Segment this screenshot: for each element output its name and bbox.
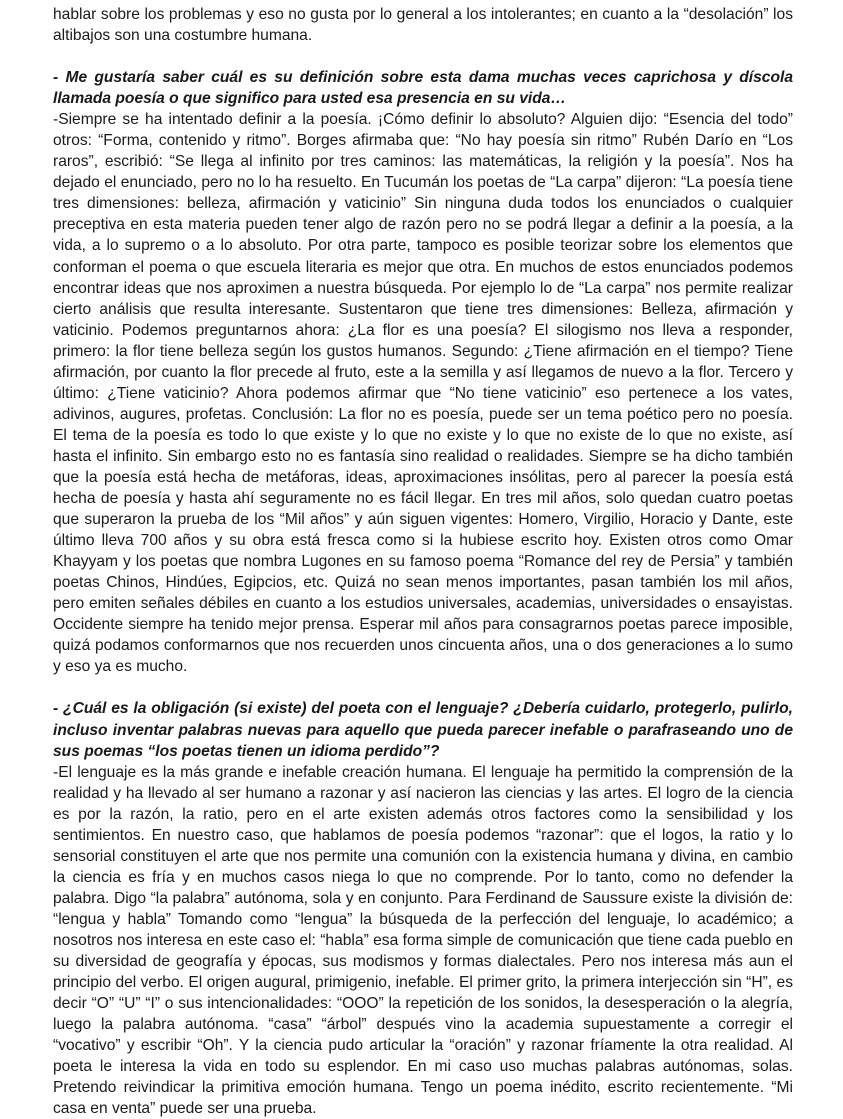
- intro-paragraph-tail: hablar sobre los problemas y eso no gusta por lo general a los intolerantes; en cuanto a la “desolación” los altibajos son una costumbre humana.: [53, 6, 793, 45]
- interview-answer-2: -El lenguaje es la más grande e inefable creación humana. El lenguaje ha permitido la comprensión de la realidad y ha llevado al ser humano a razonar y así nacieron las ciencias y las artes. El logro de la ciencia es por la razón, la ratio, pero en el arte existen además otros factores como la sensibilidad y los sentimientos. En nuestro caso, que hablamos de poesía podemos “razonar”: que el logos, la ratio y lo sensorial constituyen el arte que nos permite una comunión con la existencia humana y divina, en cambio la ciencia es fría y en muchos casos niega lo que no comprende. Por lo tanto, como no defender la palabra. Digo “la palabra” autónoma, sola y en conjunto. Para Ferdinand de Saussure existe la división de: “lengua y habla” Tomando como “lengua” la búsqueda de la perfección del lenguaje, lo académico; a nosotros nos interesa en este caso el: “habla” esa forma simple de comunicación que tiene cada pueblo en su diversidad de geografía y épocas, sus modismos y formas dialectales. Pero nos interesa más aun el principio del verbo. El origen augural, primigenio, inefable. El primer grito, la primera interjección sin “H”, es decir “O” “U” “I” o sus intencionalidades: “OOO” la repetición de los sonidos, la desesperación o la alegría, luego la palabra autónoma. “casa” “árbol” después vino la academia supuestamente a corregir el “vocativo” y escribir “Oh”. Y la ciencia pudo articular la “oración” y razonar fríamente la otra realidad. Al poeta le interesa la vida en todo su esplendor. En mi caso uso muchas palabras autónomas, solas. Pretendo reivindicar la primitiva emoción humana. Tengo un poema inédito, escrito recientemente. “Mi casa en venta” puede ser una prueba.: [53, 763, 793, 1118]
- interview-answer-1: -Siempre se ha intentado definir a la poesía. ¡Cómo definir lo absoluto? Alguien dijo: “Esencia del todo” otros: “Forma, contenido y ritmo”. Borges afirmaba que: “No hay poesía sin ritmo” Rubén Darío en “Los raros”, escribió: “Se llega al infinito por tres caminos: las matemáticas, la religión y la poesía”. Nos ha dejado el enunciado, pero no lo ha resuelto. En Tucumán los poetas de “La carpa” dijeron: “La poesía tiene tres dimensiones: belleza, afirmación y vaticinio” Sin ninguna duda todos los enunciados o cualquier preceptiva en esta materia pueden tener algo de razón pero no se podrá llegar a definir a la poesía, a la vida, a lo supremo o a lo absoluto. Por otra parte, tampoco es posible teorizar sobre los elementos que conforman el poema o que escuela literaria es mejor que otra. En muchos de estos enunciados podemos encontrar ideas que nos aproximen a nuestra búsqueda. Por ejemplo lo de “La carpa” nos permite realizar cierto análisis que resulta interesante. Sustentaron que tiene tres dimensiones: Belleza, afirmación y vaticinio. Podemos preguntarnos ahora: ¿La flor es una poesía? El silogismo nos lleva a responder, primero: la flor tiene belleza según los gustos humanos. Segundo: ¿Tiene afirmación en el tiempo? Tiene afirmación, por cuanto la flor precede al fruto, este a la semilla y así llegamos de nuevo a la flor. Tercero y último: ¿Tiene vaticinio? Ahora podemos afirmar que “No tiene vaticinio” eso pertenece a los vates, adivinos, augures, profetas. Conclusión: La flor no es poesía, puede ser un tema poético pero no poesía. El tema de la poesía es todo lo que existe y lo que no existe y lo que no existe de lo que no existe, así hasta el infinito. Sin embargo esto no es fantasía sino realidad o realidades. Siempre se ha dicho también que la poesía está hecha de metáforas, ideas, aproximaciones insólitas, pero al parecer la poesía está hecha de poesía y hasta ahí seguramente no es fácil llegar. En tres mil años, solo quedan cuatro poetas que superaron la prueba de los “Mil años” y aún siguen vigentes: Homero, Virgilio, Horacio y Dante, este último lleva 700 años y su obra está fresca como si la hubiese escrito hoy. Existen otros como Omar Khayyam y los poetas que nombra Lugones en su famoso poema “Romance del rey de Persia” y también poetas Chinos, Hindúes, Egipcios, etc. Quizá no sean menos importantes, pasan también los mil años, pero emiten señales débiles en cuanto a los estudios universales, academias, universidades o ensayistas. Occidente siempre ha tenido mejor prensa. Esperar mil años para consagrarnos poetas parece imposible, quizá podamos conformarnos que nos recuerden unos cincuenta años, una o dos generaciones a lo sumo y eso ya es mucho.: [53, 111, 793, 676]
- interview-question-1: - Me gustaría saber cuál es su definición sobre esta dama muchas veces caprichosa y díscola llamada poesía o que significo para usted esa presencia en su vida…: [53, 69, 793, 108]
- paragraph-gap: [53, 46, 793, 67]
- paragraph-gap: [53, 677, 793, 698]
- interview-question-2: - ¿Cuál es la obligación (si existe) del poeta con el lenguaje? ¿Debería cuidarlo, protegerlo, pulirlo, incluso inventar palabras nuevas para aquello que pueda parecer inefable o parafraseando uno de sus poemas “los poetas tienen un idioma perdido”?: [53, 700, 793, 760]
